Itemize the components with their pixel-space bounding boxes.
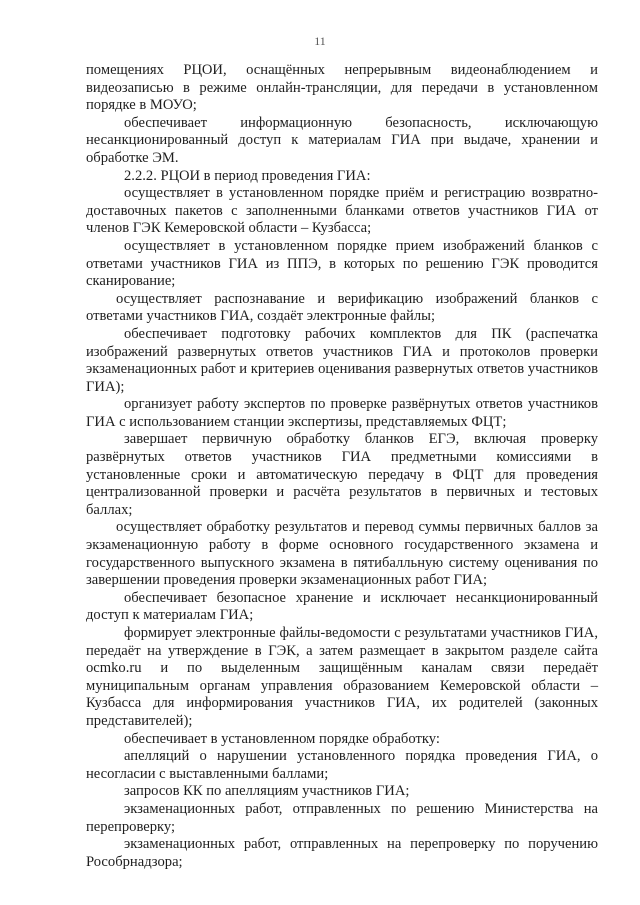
paragraph-organize-experts: организует работу экспертов по проверке развёрнутых ответов участников ГИА с использованием станции экспертизы, представляемых ФЦТ; [86,396,598,430]
paragraph-receive-images: осуществляет в установленном порядке прием изображений бланков с ответами участников ГИА из ППЭ, в которых по решению ГЭК проводится сканирование; [86,237,598,290]
paragraph-rcoi-premises: помещениях РЦОИ, оснащённых непрерывным видеонаблюдением и видеозаписью в режиме онлайн-трансляции, для передачи в установленном порядке в МОУО; [86,62,598,114]
paragraph-kk-requests: запросов КК по апелляциям участников ГИА; [124,783,410,800]
document-body [86,62,598,871]
paragraph-recheck-ministry: экзаменационных работ, отправленных по решению Министерства на перепроверку; [86,800,598,835]
paragraph-processing-list-intro: обеспечивает в установленном порядке обработку: [124,730,440,747]
page-number: 11 [314,34,326,48]
paragraph-results-conversion: осуществляет обработку результатов и перевод суммы первичных баллов за экзаменационную работу в форме основного государственного экзамена и государственного выпускного экзамена в пятибалльную систему оценивания по завершении проведения проверки экзаменационных работ ГИА; [86,519,598,589]
paragraph-safe-storage: обеспечивает безопасное хранение и исключает несанкционированный доступ к материалам ГИА; [86,589,598,624]
paragraph-form-files: формирует электронные файлы-ведомости с результатами участников ГИА, передаёт на утверждение в ГЭК, а затем размещает в закрытом разделе сайта ocmko.ru и по выделенным защищённым каналам связи передаёт муниципальным органам управления образованием Кемеровской области – Кузбасса для информирования участников ГИА, их родителей (законных представителей); [86,625,598,729]
paragraph-work-kits: обеспечивает подготовку рабочих комплектов для ПК (распечатка изображений развернутых ответов участников ГИА и протоколов проверки экзаменационных работ и критериев оценивания развернутых ответов участников ГИА); [86,325,598,395]
section-heading-2-2-2: 2.2.2. РЦОИ в период проведения ГИА: [124,167,371,184]
paragraph-complete-processing: завершает первичную обработку бланков ЕГЭ, включая проверку развёрнутых ответов участников ГИА предметными комиссиями в установленные сроки и автоматическую передачу в ФЦТ для проведения централизованной проверки и расчёта результатов в первичных и тестовых баллах; [86,431,598,518]
paragraph-info-security: обеспечивает информационную безопасность, исключающую несанкционированный доступ к материалам ГИА при выдаче, хранении и обработке ЭМ. [86,114,598,166]
paragraph-appeals: апелляций о нарушении установленного порядка проведения ГИА, о несогласии с выставленными баллами; [86,748,598,782]
paragraph-recheck-rosobrnadzor: экзаменационных работ, отправленных на перепроверку по поручению Рособрнадзора; [86,836,598,870]
paragraph-recognition: осуществляет распознавание и верификацию изображений бланков с ответами участников ГИА, создаёт электронные файлы; [86,290,598,325]
paragraph-receive-packages: осуществляет в установленном порядке приём и регистрацию возвратно-доставочных пакетов с заполненными бланками ответов участников ГИА от членов ГЭК Кемеровской области – Кузбасса; [86,185,598,237]
